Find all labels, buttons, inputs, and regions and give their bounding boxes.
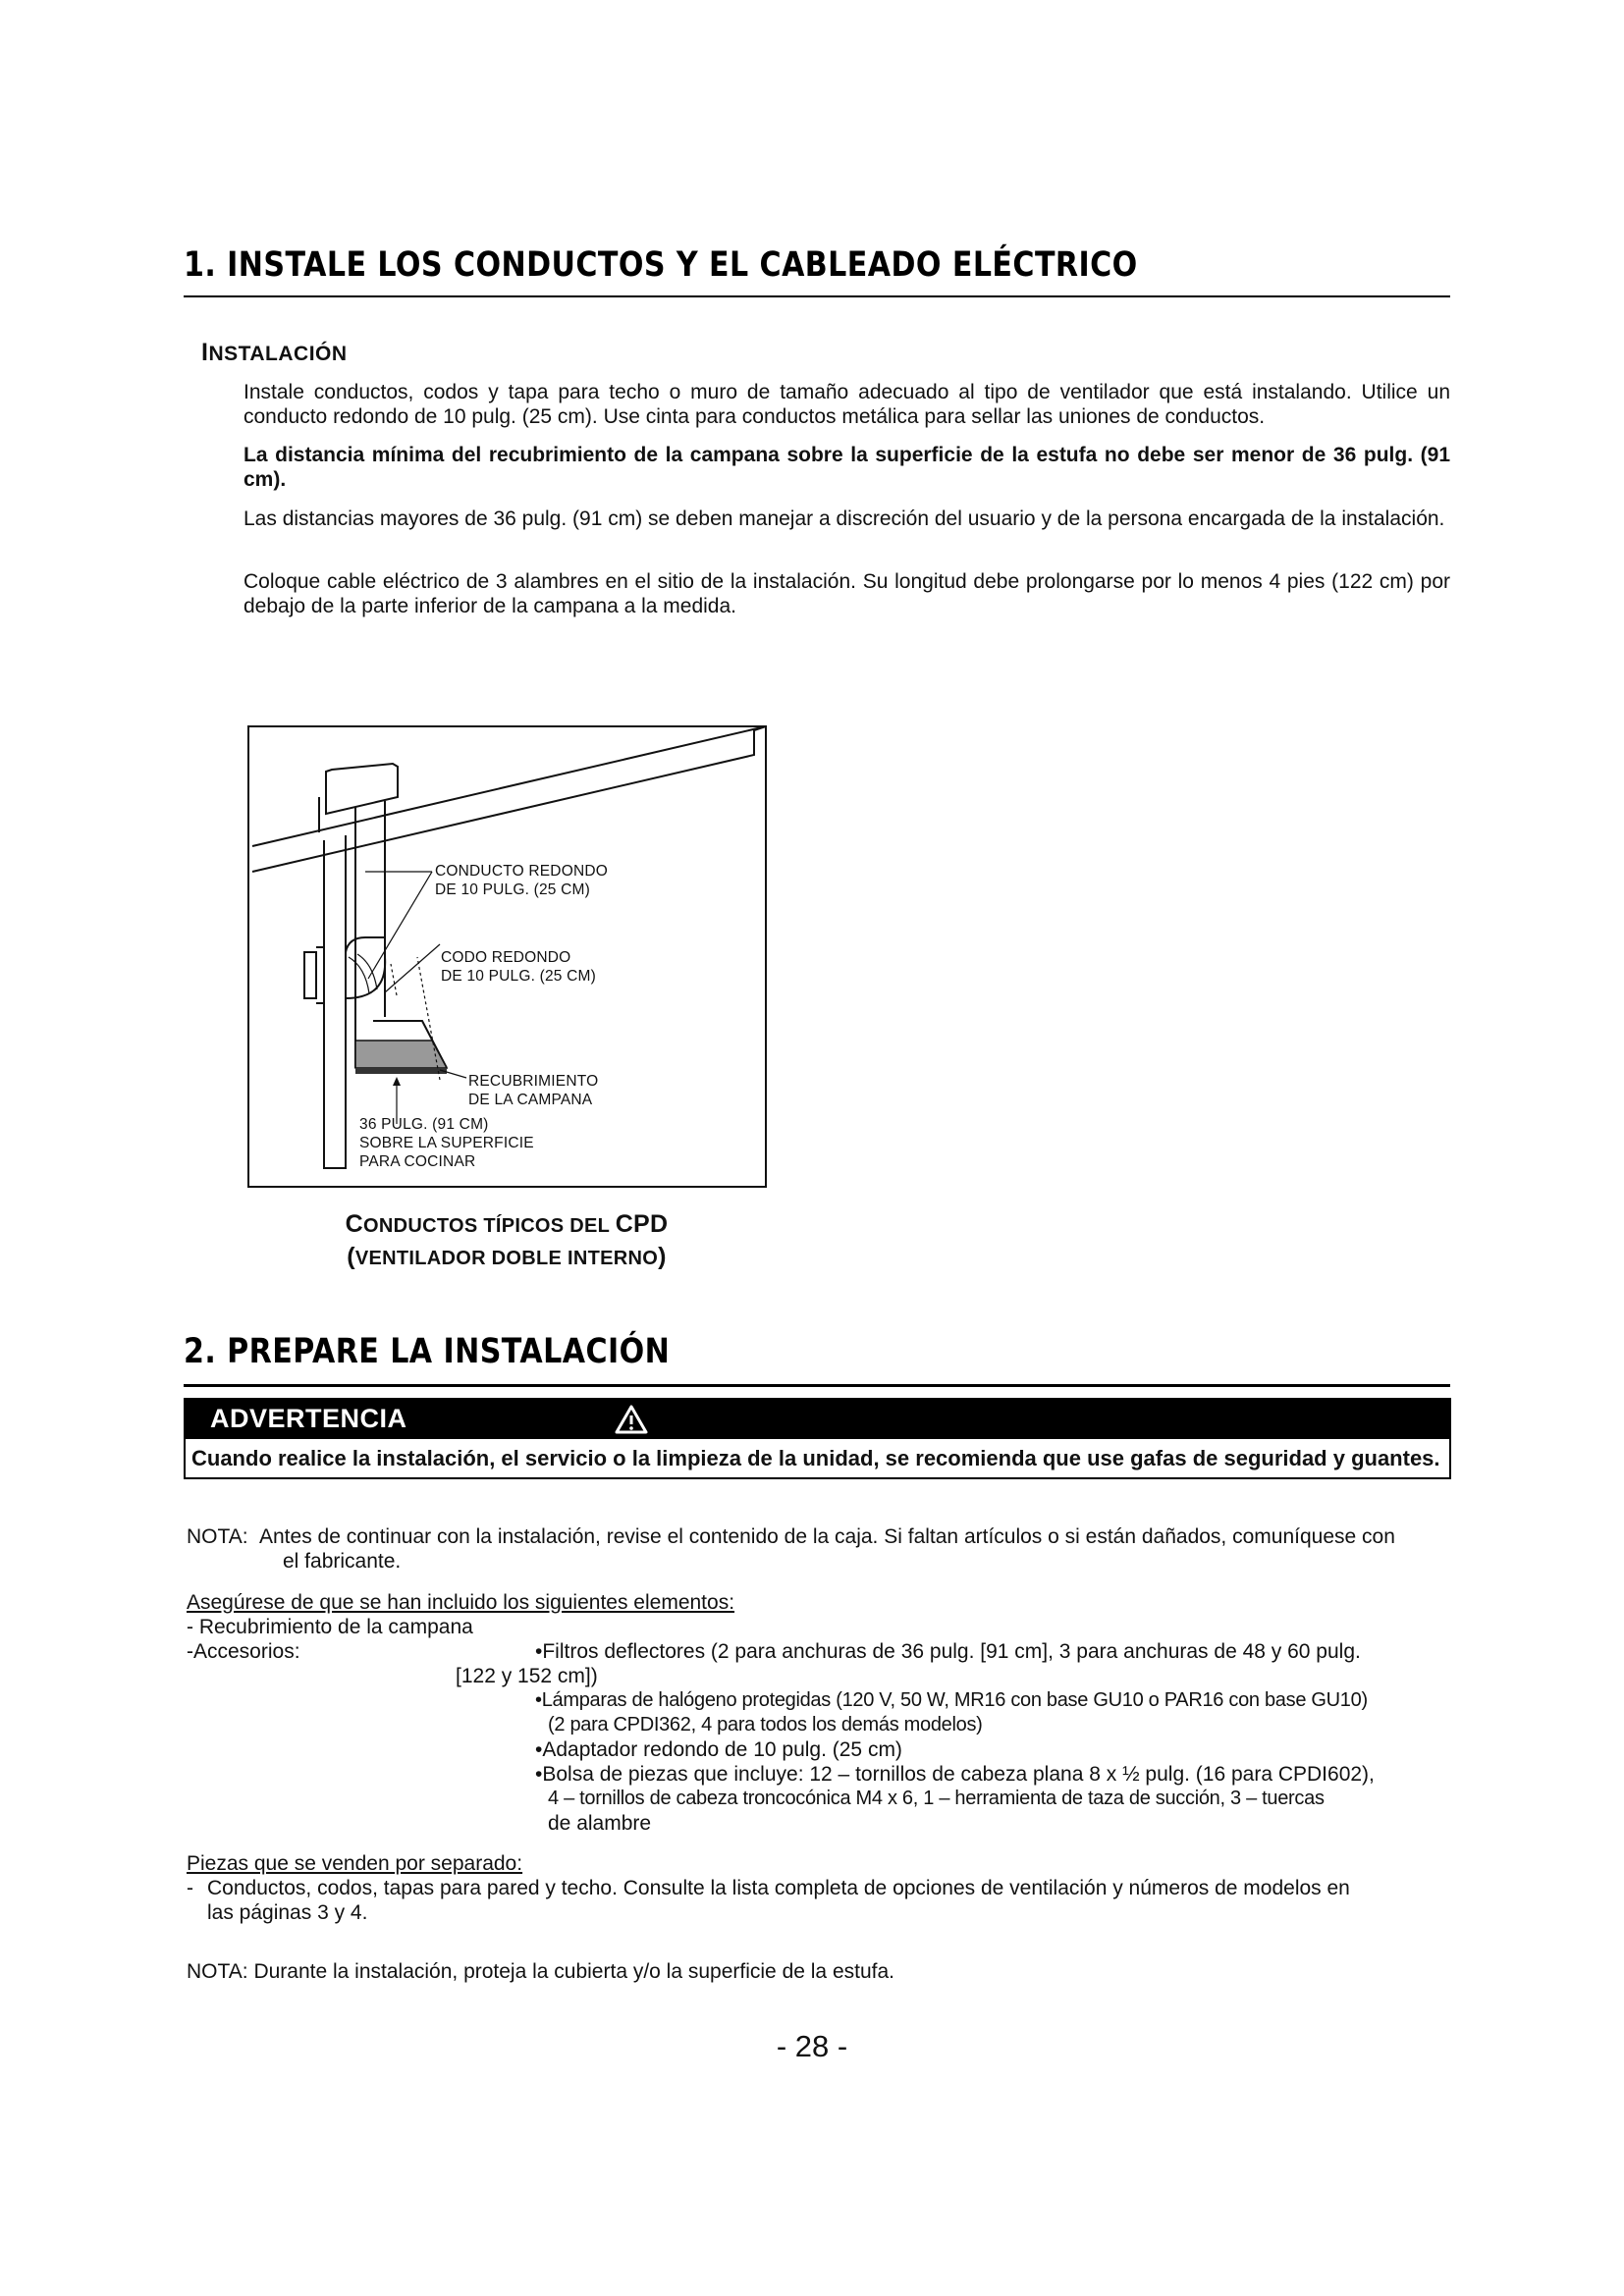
label-elbow: CODO REDONDO DE 10 PULG. (25 CM) bbox=[441, 949, 596, 985]
warning-header-bar bbox=[186, 1400, 1449, 1439]
leader-elbow-line bbox=[385, 944, 440, 992]
note-2: NOTA: Durante la instalación, proteja la cubierta y/o la superficie de la estufa. bbox=[187, 1960, 894, 1983]
label-duct: CONDUCTO REDONDO DE 10 PULG. (25 CM) bbox=[435, 863, 609, 898]
section-2-rule bbox=[184, 1384, 1450, 1387]
install-paragraph-4: Coloque cable eléctrico de 3 alambres en el sitio de la instalación. Su longitud debe prolongarse por lo menos 4 pies (122 cm) por debajo de la parte inferior de la campana a la medida. bbox=[244, 570, 1450, 617]
wall-cap-flange bbox=[316, 947, 324, 1003]
distance-arrow-icon bbox=[393, 1077, 401, 1086]
separate-dash: - bbox=[187, 1877, 193, 1899]
included-hood-cover: - Recubrimiento de la campana bbox=[187, 1616, 473, 1638]
label-hood: RECUBRIMIENTO DE LA CAMPANA bbox=[468, 1073, 599, 1108]
accessory-filters-line-2: [122 y 152 cm]) bbox=[456, 1665, 598, 1687]
separate-line-2: las páginas 3 y 4. bbox=[207, 1901, 368, 1924]
note-1-label: NOTA: bbox=[187, 1525, 248, 1548]
elbow-top bbox=[346, 937, 385, 952]
accessory-lamps-line-1: •Lámparas de halógeno protegidas (120 V, 50 W, MR16 con base GU10 o PAR16 con base GU10) bbox=[535, 1689, 1368, 1711]
accessory-filters-line-1: •Filtros deflectores (2 para anchuras de 36 pulg. [91 cm], 3 para anchuras de 48 y 60 pulg. bbox=[535, 1640, 1361, 1663]
accessory-lamps-line-2: (2 para CPDI362, 4 para todos los demás modelos) bbox=[548, 1714, 983, 1735]
accessory-parts-bag-line-2: 4 – tornillos de cabeza troncocónica M4 x 6, 1 – herramienta de taza de succión, 3 – tuercas bbox=[548, 1788, 1325, 1809]
page-number: - 28 - bbox=[776, 2029, 848, 2063]
warning-triangle-icon bbox=[615, 1405, 648, 1434]
wall-left bbox=[324, 835, 346, 1168]
separate-line-1: Conductos, codos, tapas para pared y techo. Consulte la lista completa de opciones de ventilación y números de modelos en bbox=[207, 1877, 1350, 1899]
wall-cap bbox=[304, 952, 316, 998]
leader-duct-line-2 bbox=[368, 872, 432, 979]
leader-elbow-dashed-1 bbox=[391, 964, 397, 995]
accessory-parts-bag-line-3: de alambre bbox=[548, 1812, 652, 1835]
warning-title: ADVERTENCIA bbox=[210, 1404, 407, 1433]
roof-cap bbox=[326, 764, 398, 814]
accessory-parts-bag-line-1: •Bolsa de piezas que incluye: 12 – tornillos de cabeza plana 8 x ½ pulg. (16 para CPDI602), bbox=[535, 1763, 1375, 1786]
note-1-line-2: el fabricante. bbox=[283, 1550, 402, 1573]
install-paragraph-1: Instale conductos, codos y tapa para techo o muro de tamaño adecuado al tipo de ventilador que está instalando. Utilice un conducto redondo de 10 pulg. (25 cm). Use cinta para conductos metálica para sellar las uniones de conductos. bbox=[244, 381, 1450, 428]
accessory-adapter: •Adaptador redondo de 10 pulg. (25 cm) bbox=[535, 1738, 902, 1761]
warning-box bbox=[184, 1398, 1451, 1479]
note-1-line-1: Antes de continuar con la instalación, revise el contenido de la caja. Si faltan artículos o si están dañados, comuníquese con bbox=[259, 1525, 1395, 1548]
included-heading: Asegúrese de que se han incluido los siguientes elementos: bbox=[187, 1591, 735, 1614]
label-distance: 36 PULG. (91 CM) SOBRE LA SUPERFICIE PARA COCINAR bbox=[359, 1116, 534, 1170]
install-paragraph-min-distance: La distancia mínima del recubrimiento de la campana sobre la superficie de la estufa no debe ser menor de 36 pulg. (91 cm). bbox=[244, 444, 1450, 491]
section-1-title: 1. INSTALE LOS CONDUCTOS Y EL CABLEADO ELÉCTRICO bbox=[184, 245, 1138, 285]
warning-text: Cuando realice la instalación, el servicio o la limpieza de la unidad, se recomienda que use gafas de seguridad y guantes. bbox=[191, 1446, 1440, 1470]
accessories-label: -Accesorios: bbox=[187, 1640, 300, 1663]
installation-subheading: INSTALACIÓN bbox=[201, 339, 348, 366]
hood-base bbox=[355, 1068, 447, 1074]
diagram-caption: CONDUCTOS TÍPICOS DEL CPD (VENTILADOR DOBLE INTERNO) bbox=[345, 1210, 669, 1270]
separate-heading: Piezas que se venden por separado: bbox=[187, 1852, 523, 1875]
section-2-title: 2. PREPARE LA INSTALACIÓN bbox=[184, 1332, 671, 1371]
install-paragraph-3: Las distancias mayores de 36 pulg. (91 cm) se deben manejar a discreción del usuario y de la persona encargada de la instalación. bbox=[244, 507, 1445, 530]
